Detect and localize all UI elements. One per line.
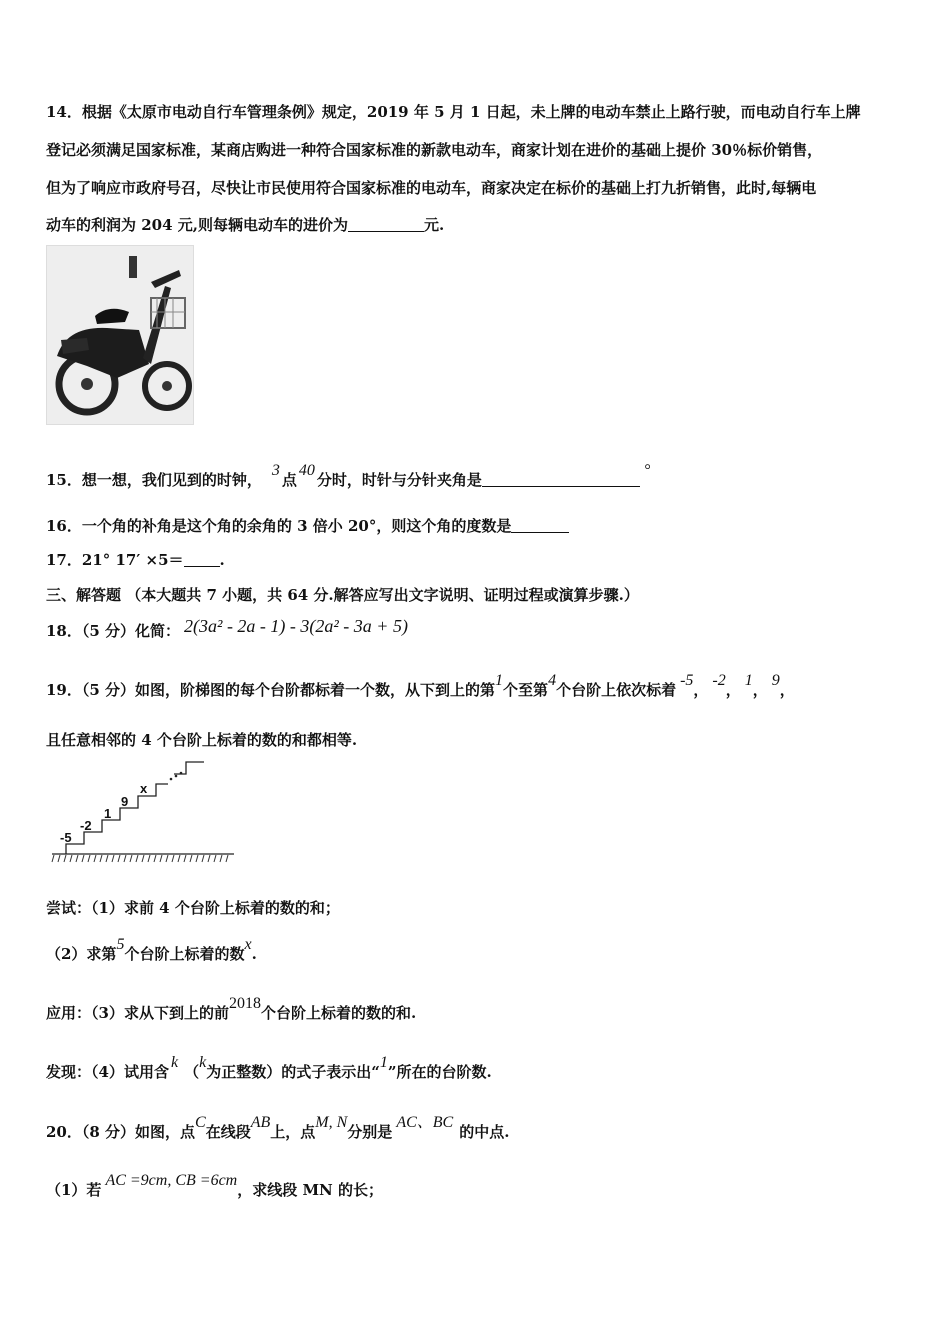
q19-value-3: 1: [744, 672, 753, 689]
q14-line-1: 14．根据《太原市电动自行车管理条例》规定，2019 年 5 月 1 日起，未上牌的电动车禁止上路行驶，而电动自行车上牌: [46, 103, 861, 121]
q20-point-c: C: [195, 1114, 206, 1131]
q15-hour: 3: [271, 462, 280, 479]
q19-sep-2: ，: [725, 681, 741, 699]
q19-discover-text-a: 发现：（4）试用含: [46, 1063, 169, 1081]
answer-blank-16[interactable]: [511, 516, 569, 533]
q19-apply: [46, 995, 417, 1024]
answer-blank-17[interactable]: [184, 550, 220, 567]
q19-try-1: 尝试：（1）求前 4 个台阶上标着的数的和；: [46, 899, 340, 917]
q19-line-2: 且任意相邻的 4 个台阶上标着的数的和都相等.: [46, 731, 358, 749]
q15-text-b: 点: [281, 471, 297, 489]
q19-sep-4: ，: [779, 681, 795, 699]
electric-bike-photo: [46, 245, 194, 425]
q20-text-a: 20．（8 分）如图，点: [46, 1123, 196, 1141]
q19-value-4: 9: [771, 672, 780, 689]
q19-try2-end: .: [251, 945, 257, 963]
q19-discover: [46, 1054, 492, 1083]
q19-sep-1: ，: [693, 681, 709, 699]
q18-line: [46, 616, 408, 641]
q19-text-a: 19．（5 分）如图，阶梯图的每个台阶都标着一个数，从下到上的第: [46, 681, 496, 699]
q19-discover-text-b: （: [184, 1063, 200, 1081]
q20-segment-ab: AB: [250, 1114, 271, 1131]
q14-line-4-end: 元.: [423, 216, 445, 234]
q18-label: 18．（5 分）化简：: [46, 622, 181, 640]
q20-part-1: [46, 1172, 383, 1201]
q14-line-4-text: 动车的利润为 204 元,则每辆电动车的进价为: [46, 216, 348, 234]
q20-p1-text-b: ，求线段 MN 的长；: [237, 1181, 383, 1199]
q15-text-c: 分时，时针与分针夹角是: [316, 471, 482, 489]
q19-try2-text-b: 个台阶上标着的数: [124, 945, 245, 963]
answer-blank-15[interactable]: [482, 470, 640, 487]
q19-apply-text-b: 个台阶上标着的数的和.: [260, 1004, 417, 1022]
staircase-figure: [46, 758, 238, 864]
q19-value-1: -5: [680, 672, 694, 689]
q17-line: [46, 550, 225, 570]
q19-try2-n: 5: [116, 936, 125, 953]
q19-discover-text-d: ”所在的台阶数.: [387, 1063, 492, 1081]
q20-points-mn: M, N: [315, 1114, 348, 1131]
q15-minute: 40: [298, 462, 315, 479]
q19-n1: 1: [495, 672, 504, 689]
q19-text-c: 个台阶上依次标着: [556, 681, 677, 699]
q17-end: .: [219, 551, 225, 569]
q19-try2-x: x: [244, 936, 252, 953]
q20-text-e: 的中点.: [459, 1123, 510, 1141]
stair-label-2: -2: [80, 818, 92, 833]
q19-try2-text-a: （2）求第: [46, 945, 117, 963]
q20-text-b: 在线段: [205, 1123, 251, 1141]
q19-line-1: [46, 672, 795, 701]
q18-expression: 2(3a² - 2a - 1) - 3(2a² - 3a + 5): [184, 616, 408, 636]
q19-discover-k2: k: [199, 1054, 207, 1071]
q19-discover-k: k: [170, 1054, 179, 1071]
section-3-heading: 三、解答题 （本大题共 7 小题，共 64 分.解答应写出文字说明、证明过程或演算步骤.）: [46, 586, 639, 604]
q20-segments: AC、BC: [396, 1114, 454, 1131]
q16-line: [46, 516, 569, 536]
stair-label-4: 9: [121, 794, 129, 809]
q19-apply-text-a: 应用：（3）求从下到上的前: [46, 1004, 229, 1022]
q14-line-3: 但为了响应市政府号召，尽快让市民使用符合国家标准的电动车，商家决定在标价的基础上打九折销售，此时,每辆电: [46, 179, 817, 197]
q19-value-2: -2: [712, 672, 726, 689]
stair-label-1: -5: [60, 830, 72, 845]
answer-blank-14[interactable]: [348, 215, 424, 232]
q17-text: 17．21° 17′ ×5＝: [46, 551, 184, 569]
q15-degree: °: [643, 462, 651, 479]
q20-line: [46, 1114, 510, 1143]
q19-discover-text-c: 为正整数）的式子表示出“: [206, 1063, 380, 1081]
q19-try-2: [46, 936, 257, 965]
q15-line: [46, 462, 651, 491]
q20-p1-condition: AC =9cm, CB =6cm: [105, 1172, 238, 1189]
q19-discover-one: 1: [379, 1054, 388, 1071]
q14-line-4: [46, 215, 444, 235]
q19-n4: 4: [548, 672, 557, 689]
stair-label-5: x: [140, 781, 148, 796]
q20-p1-text-a: （1）若: [46, 1181, 102, 1199]
q20-text-d: 分别是: [347, 1123, 393, 1141]
q20-text-c: 上，点: [270, 1123, 316, 1141]
q19-text-b: 个至第: [503, 681, 549, 699]
q19-sep-3: ，: [752, 681, 768, 699]
q16-text: 16．一个角的补角是这个角的余角的 3 倍小 20°，则这个角的度数是: [46, 517, 512, 535]
q19-apply-n: 2018: [228, 995, 261, 1012]
q15-text-a: 15．想一想，我们见到的时钟，: [46, 471, 262, 489]
stair-label-3: 1: [104, 806, 112, 821]
q14-line-2: 登记必须满足国家标准，某商店购进一种符合国家标准的新款电动车，商家计划在进价的基础上提价 30％标价销售，: [46, 141, 823, 159]
